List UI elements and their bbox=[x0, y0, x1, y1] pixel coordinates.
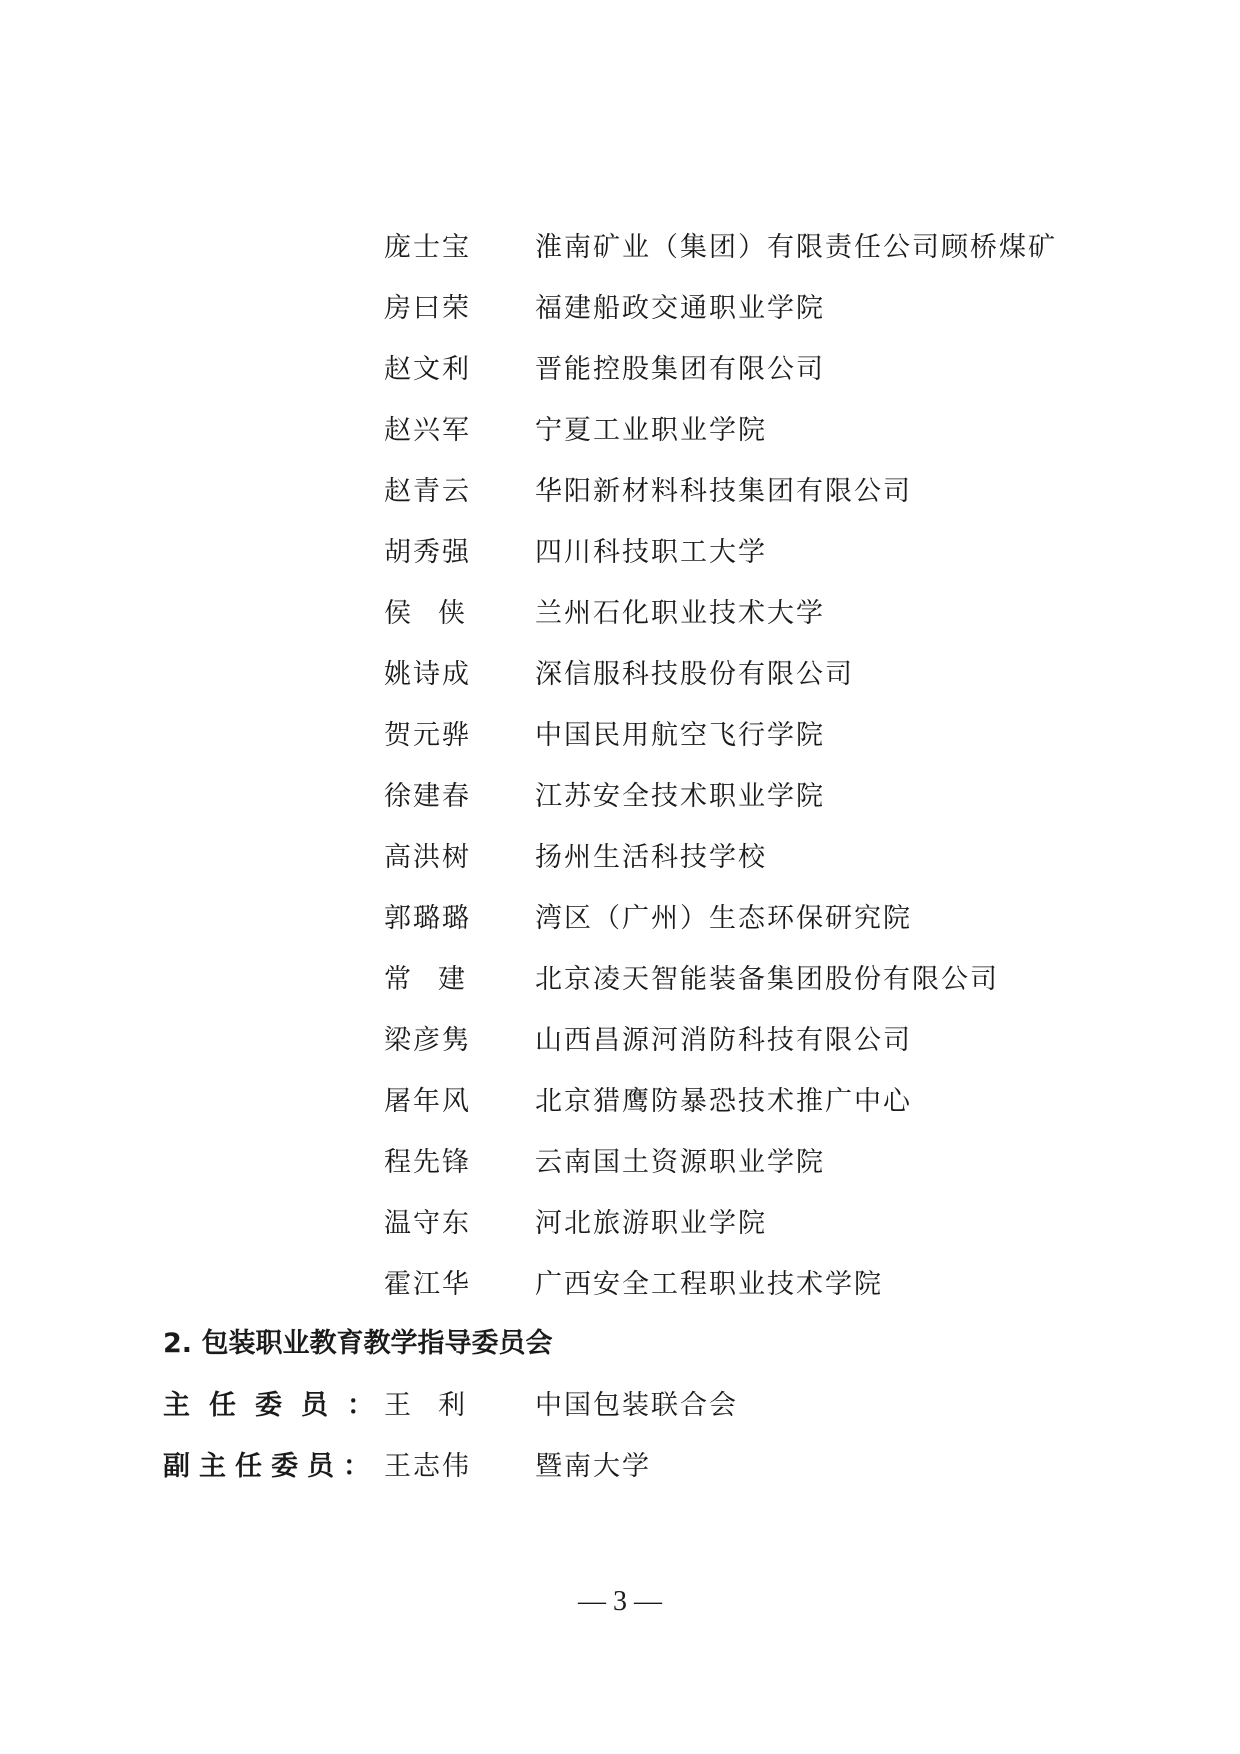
member-organization: 兰州石化职业技术大学 bbox=[535, 598, 825, 629]
member-name: 温守东 bbox=[384, 1208, 471, 1239]
member-organization: 淮南矿业（集团）有限责任公司顾桥煤矿 bbox=[535, 232, 1057, 263]
member-organization: 宁夏工业职业学院 bbox=[535, 415, 767, 446]
member-organization: 华阳新材料科技集团有限公司 bbox=[535, 476, 912, 507]
list-item bbox=[0, 899, 1240, 939]
member-name: 常 建 bbox=[384, 964, 465, 995]
list-item bbox=[0, 838, 1240, 878]
member-organization: 广西安全工程职业技术学院 bbox=[535, 1269, 883, 1300]
deputy-director-organization: 暨南大学 bbox=[535, 1451, 651, 1482]
member-name: 程先锋 bbox=[384, 1147, 471, 1178]
section-heading: 2. 包装职业教育教学指导委员会 bbox=[163, 1328, 553, 1359]
director-organization: 中国包装联合会 bbox=[535, 1390, 738, 1421]
list-item bbox=[0, 1082, 1240, 1122]
member-name: 房曰荣 bbox=[384, 293, 471, 324]
list-item bbox=[0, 411, 1240, 451]
member-name: 高洪树 bbox=[384, 842, 471, 873]
list-item bbox=[0, 777, 1240, 817]
member-name: 侯 侠 bbox=[384, 598, 465, 629]
member-name: 胡秀强 bbox=[384, 537, 471, 568]
member-organization: 江苏安全技术职业学院 bbox=[535, 781, 825, 812]
list-item bbox=[0, 655, 1240, 695]
member-name: 徐建春 bbox=[384, 781, 471, 812]
member-name: 庞士宝 bbox=[384, 232, 471, 263]
deputy-director-row bbox=[0, 1447, 1240, 1487]
list-item bbox=[0, 228, 1240, 268]
member-name: 梁彦隽 bbox=[384, 1025, 471, 1056]
member-organization: 福建船政交通职业学院 bbox=[535, 293, 825, 324]
list-item bbox=[0, 350, 1240, 390]
director-row bbox=[0, 1386, 1240, 1426]
member-name: 郭璐璐 bbox=[384, 903, 471, 934]
page-number: — 3 — bbox=[578, 1586, 662, 1617]
list-item bbox=[0, 1204, 1240, 1244]
list-item bbox=[0, 960, 1240, 1000]
list-item bbox=[0, 533, 1240, 573]
member-name: 屠年风 bbox=[384, 1086, 471, 1117]
member-name: 赵青云 bbox=[384, 476, 471, 507]
member-name: 赵兴军 bbox=[384, 415, 471, 446]
list-item bbox=[0, 594, 1240, 634]
member-organization: 北京猎鹰防暴恐技术推广中心 bbox=[535, 1086, 912, 1117]
member-organization: 北京凌天智能装备集团股份有限公司 bbox=[535, 964, 999, 995]
member-organization: 晋能控股集团有限公司 bbox=[535, 354, 825, 385]
member-name: 贺元骅 bbox=[384, 720, 471, 751]
member-organization: 云南国土资源职业学院 bbox=[535, 1147, 825, 1178]
member-organization: 河北旅游职业学院 bbox=[535, 1208, 767, 1239]
member-organization: 山西昌源河消防科技有限公司 bbox=[535, 1025, 912, 1056]
director-name: 王 利 bbox=[384, 1390, 465, 1421]
director-label: 主任委员： bbox=[163, 1390, 393, 1421]
member-name: 姚诗成 bbox=[384, 659, 471, 690]
deputy-director-label: 副主任委员： bbox=[163, 1451, 379, 1482]
list-item bbox=[0, 472, 1240, 512]
member-name: 赵文利 bbox=[384, 354, 471, 385]
list-item bbox=[0, 1265, 1240, 1305]
deputy-director-name: 王志伟 bbox=[384, 1451, 471, 1482]
list-item bbox=[0, 1021, 1240, 1061]
member-organization: 深信服科技股份有限公司 bbox=[535, 659, 854, 690]
member-name: 霍江华 bbox=[384, 1269, 471, 1300]
member-organization: 湾区（广州）生态环保研究院 bbox=[535, 903, 912, 934]
member-organization: 扬州生活科技学校 bbox=[535, 842, 767, 873]
member-organization: 四川科技职工大学 bbox=[535, 537, 767, 568]
list-item bbox=[0, 289, 1240, 329]
list-item bbox=[0, 1143, 1240, 1183]
member-organization: 中国民用航空飞行学院 bbox=[535, 720, 825, 751]
list-item bbox=[0, 716, 1240, 756]
